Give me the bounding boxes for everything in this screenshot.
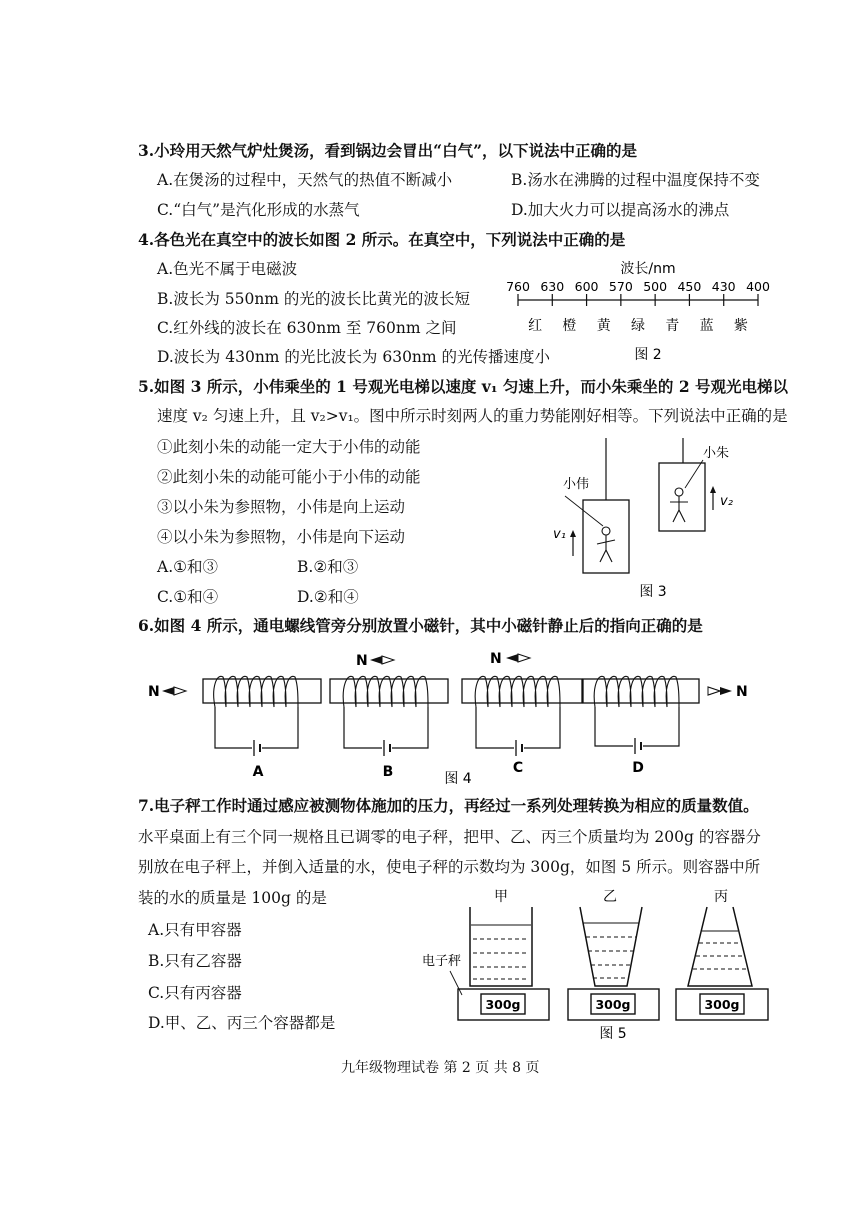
q4-option-a: A.色光不属于电磁波 <box>157 260 298 278</box>
q3-option-a: A.在煲汤的过程中，天然气的热值不断减小 <box>157 171 453 189</box>
scale-jia-reading: 300g <box>485 997 521 1012</box>
label-xiaowei: 小伟 <box>563 477 590 492</box>
label-b: B <box>382 764 394 780</box>
figure-5-scales <box>420 883 780 1043</box>
container-jia <box>458 889 549 1020</box>
label-v1: v₁ <box>553 527 566 542</box>
person-xiaozhu <box>670 488 688 522</box>
fig2-tick-label: 570 <box>608 279 633 294</box>
fig2-tick-label: 500 <box>643 279 668 294</box>
q5-statement-1: ①此刻小朱的动能一定大于小伟的动能 <box>157 438 421 456</box>
fig3-caption: 图 3 <box>639 584 667 600</box>
q5-statement-3: ③以小朱为参照物，小伟是向上运动 <box>157 498 406 516</box>
q7-stem-line2: 水平桌面上有三个同一规格且已调零的电子秤，把甲、乙、丙三个质量均为 200g 的容器分 <box>138 828 761 846</box>
q3-option-c: C.“白气”是汽化形成的水蒸气 <box>157 201 360 219</box>
needle-a-n-label: N <box>148 684 160 700</box>
figure-4-solenoids <box>140 645 780 790</box>
label-xiaozhu: 小朱 <box>703 446 730 461</box>
q7-option-c: C.只有丙容器 <box>148 984 242 1002</box>
fig2-color-label: 蓝 <box>699 318 714 334</box>
fig2-tick-label: 430 <box>711 279 736 294</box>
figure-3-elevators <box>545 438 745 603</box>
q7-option-d: D.甲、乙、丙三个容器都是 <box>148 1014 336 1032</box>
fig2-tick-label: 450 <box>677 279 702 294</box>
fig5-caption: 图 5 <box>599 1026 627 1042</box>
q5-statement-2: ②此刻小朱的动能可能小于小伟的动能 <box>157 468 421 486</box>
solenoid-c <box>462 651 582 776</box>
q4-option-c: C.红外线的波长在 630nm 至 760nm 之间 <box>157 319 457 337</box>
q5-option-b: B.②和③ <box>297 558 359 576</box>
container-yi-label: 乙 <box>603 889 617 905</box>
q3-option-d: D.加大火力可以提高汤水的沸点 <box>511 201 730 219</box>
page-footer: 九年级物理试卷 第 2 页 共 8 页 <box>341 1060 540 1076</box>
needle-c-n-label: N <box>490 651 502 667</box>
q3-option-b: B.汤水在沸腾的过程中温度保持不变 <box>511 171 760 189</box>
solenoid-d <box>583 676 748 776</box>
fig2-tick-label: 760 <box>506 279 530 294</box>
q3-stem: 3.小玲用天然气炉灶煲汤，看到锅边会冒出“白气”，以下说法中正确的是 <box>138 141 638 160</box>
needle-d-north <box>720 687 732 695</box>
q7-option-b: B.只有乙容器 <box>148 952 242 970</box>
scale-bing-reading: 300g <box>704 997 740 1012</box>
q6-stem: 6.如图 4 所示，通电螺线管旁分别放置小磁针，其中小磁针静止后的指向正确的是 <box>138 616 703 635</box>
q7-stem-line1: 7.电子秤工作时通过感应被测物体施加的压力，再经过一系列处理转换为相应的质量数值。 <box>138 796 759 815</box>
container-bing <box>676 889 768 1020</box>
q5-option-c: C.①和④ <box>157 588 219 606</box>
container-bing-label: 丙 <box>714 889 728 905</box>
q5-stem-line2: 速度 v₂ 匀速上升，且 v₂>v₁。图中所示时刻两人的重力势能刚好相等。下列说法中正确的是 <box>157 407 788 425</box>
fig2-color-label: 紫 <box>733 318 748 334</box>
container-jia-label: 甲 <box>494 889 508 905</box>
scale-yi-reading: 300g <box>595 997 631 1012</box>
fig2-color-label: 红 <box>528 318 543 334</box>
solenoid-a <box>148 676 321 780</box>
needle-b-north <box>370 656 382 664</box>
needle-a-south <box>174 687 186 695</box>
needle-c-north <box>506 654 518 662</box>
q4-stem: 4.各色光在真空中的波长如图 2 所示。在真空中，下列说法中正确的是 <box>138 230 626 249</box>
q4-option-d: D.波长为 430nm 的光比波长为 630nm 的光传播速度小 <box>157 348 551 366</box>
label-d: D <box>632 760 644 776</box>
fig2-tick-label: 600 <box>574 279 599 294</box>
needle-b-n-label: N <box>356 653 368 669</box>
needle-b-south <box>382 656 394 664</box>
fig2-color-label: 青 <box>665 318 680 334</box>
fig2-tick-label: 400 <box>746 279 770 294</box>
q4-option-b: B.波长为 550nm 的光的波长比黄光的波长短 <box>157 290 470 308</box>
fig2-caption: 图 2 <box>634 347 662 363</box>
q7-stem-line4: 装的水的质量是 100g 的是 <box>138 889 327 907</box>
fig2-color-label: 绿 <box>631 318 645 334</box>
figure-2-wavelength-scale <box>500 255 770 365</box>
fig4-caption: 图 4 <box>444 771 472 787</box>
fig2-color-label: 黄 <box>596 318 611 334</box>
container-yi <box>568 889 659 1020</box>
label-a: A <box>252 764 264 780</box>
q5-statement-4: ④以小朱为参照物，小伟是向下运动 <box>157 528 406 546</box>
fig2-color-label: 橙 <box>562 318 577 334</box>
q7-option-a: A.只有甲容器 <box>148 921 242 939</box>
q7-stem-line3: 别放在电子秤上，并倒入适量的水，使电子秤的示数均为 300g，如图 5 所示。则容器中所 <box>138 858 761 876</box>
label-c: C <box>512 760 524 776</box>
fig2-tick-label: 630 <box>540 279 565 294</box>
q5-stem-line1: 5.如图 3 所示，小伟乘坐的 1 号观光电梯以速度 v₁ 匀速上升，而小朱乘坐的 2 号观光电梯以 <box>138 377 789 396</box>
needle-c-south <box>518 654 530 662</box>
q5-option-d: D.②和④ <box>297 588 359 606</box>
scale-label: 电子秤 <box>422 954 462 969</box>
fig2-title: 波长/nm <box>620 261 676 277</box>
q5-option-a: A.①和③ <box>157 558 219 576</box>
needle-d-n-label: N <box>736 684 748 700</box>
elevator-2 <box>659 463 705 531</box>
needle-a-north <box>162 687 174 695</box>
label-v2: v₂ <box>720 494 733 509</box>
solenoid-b <box>330 653 448 780</box>
person-xiaowei <box>597 527 615 562</box>
